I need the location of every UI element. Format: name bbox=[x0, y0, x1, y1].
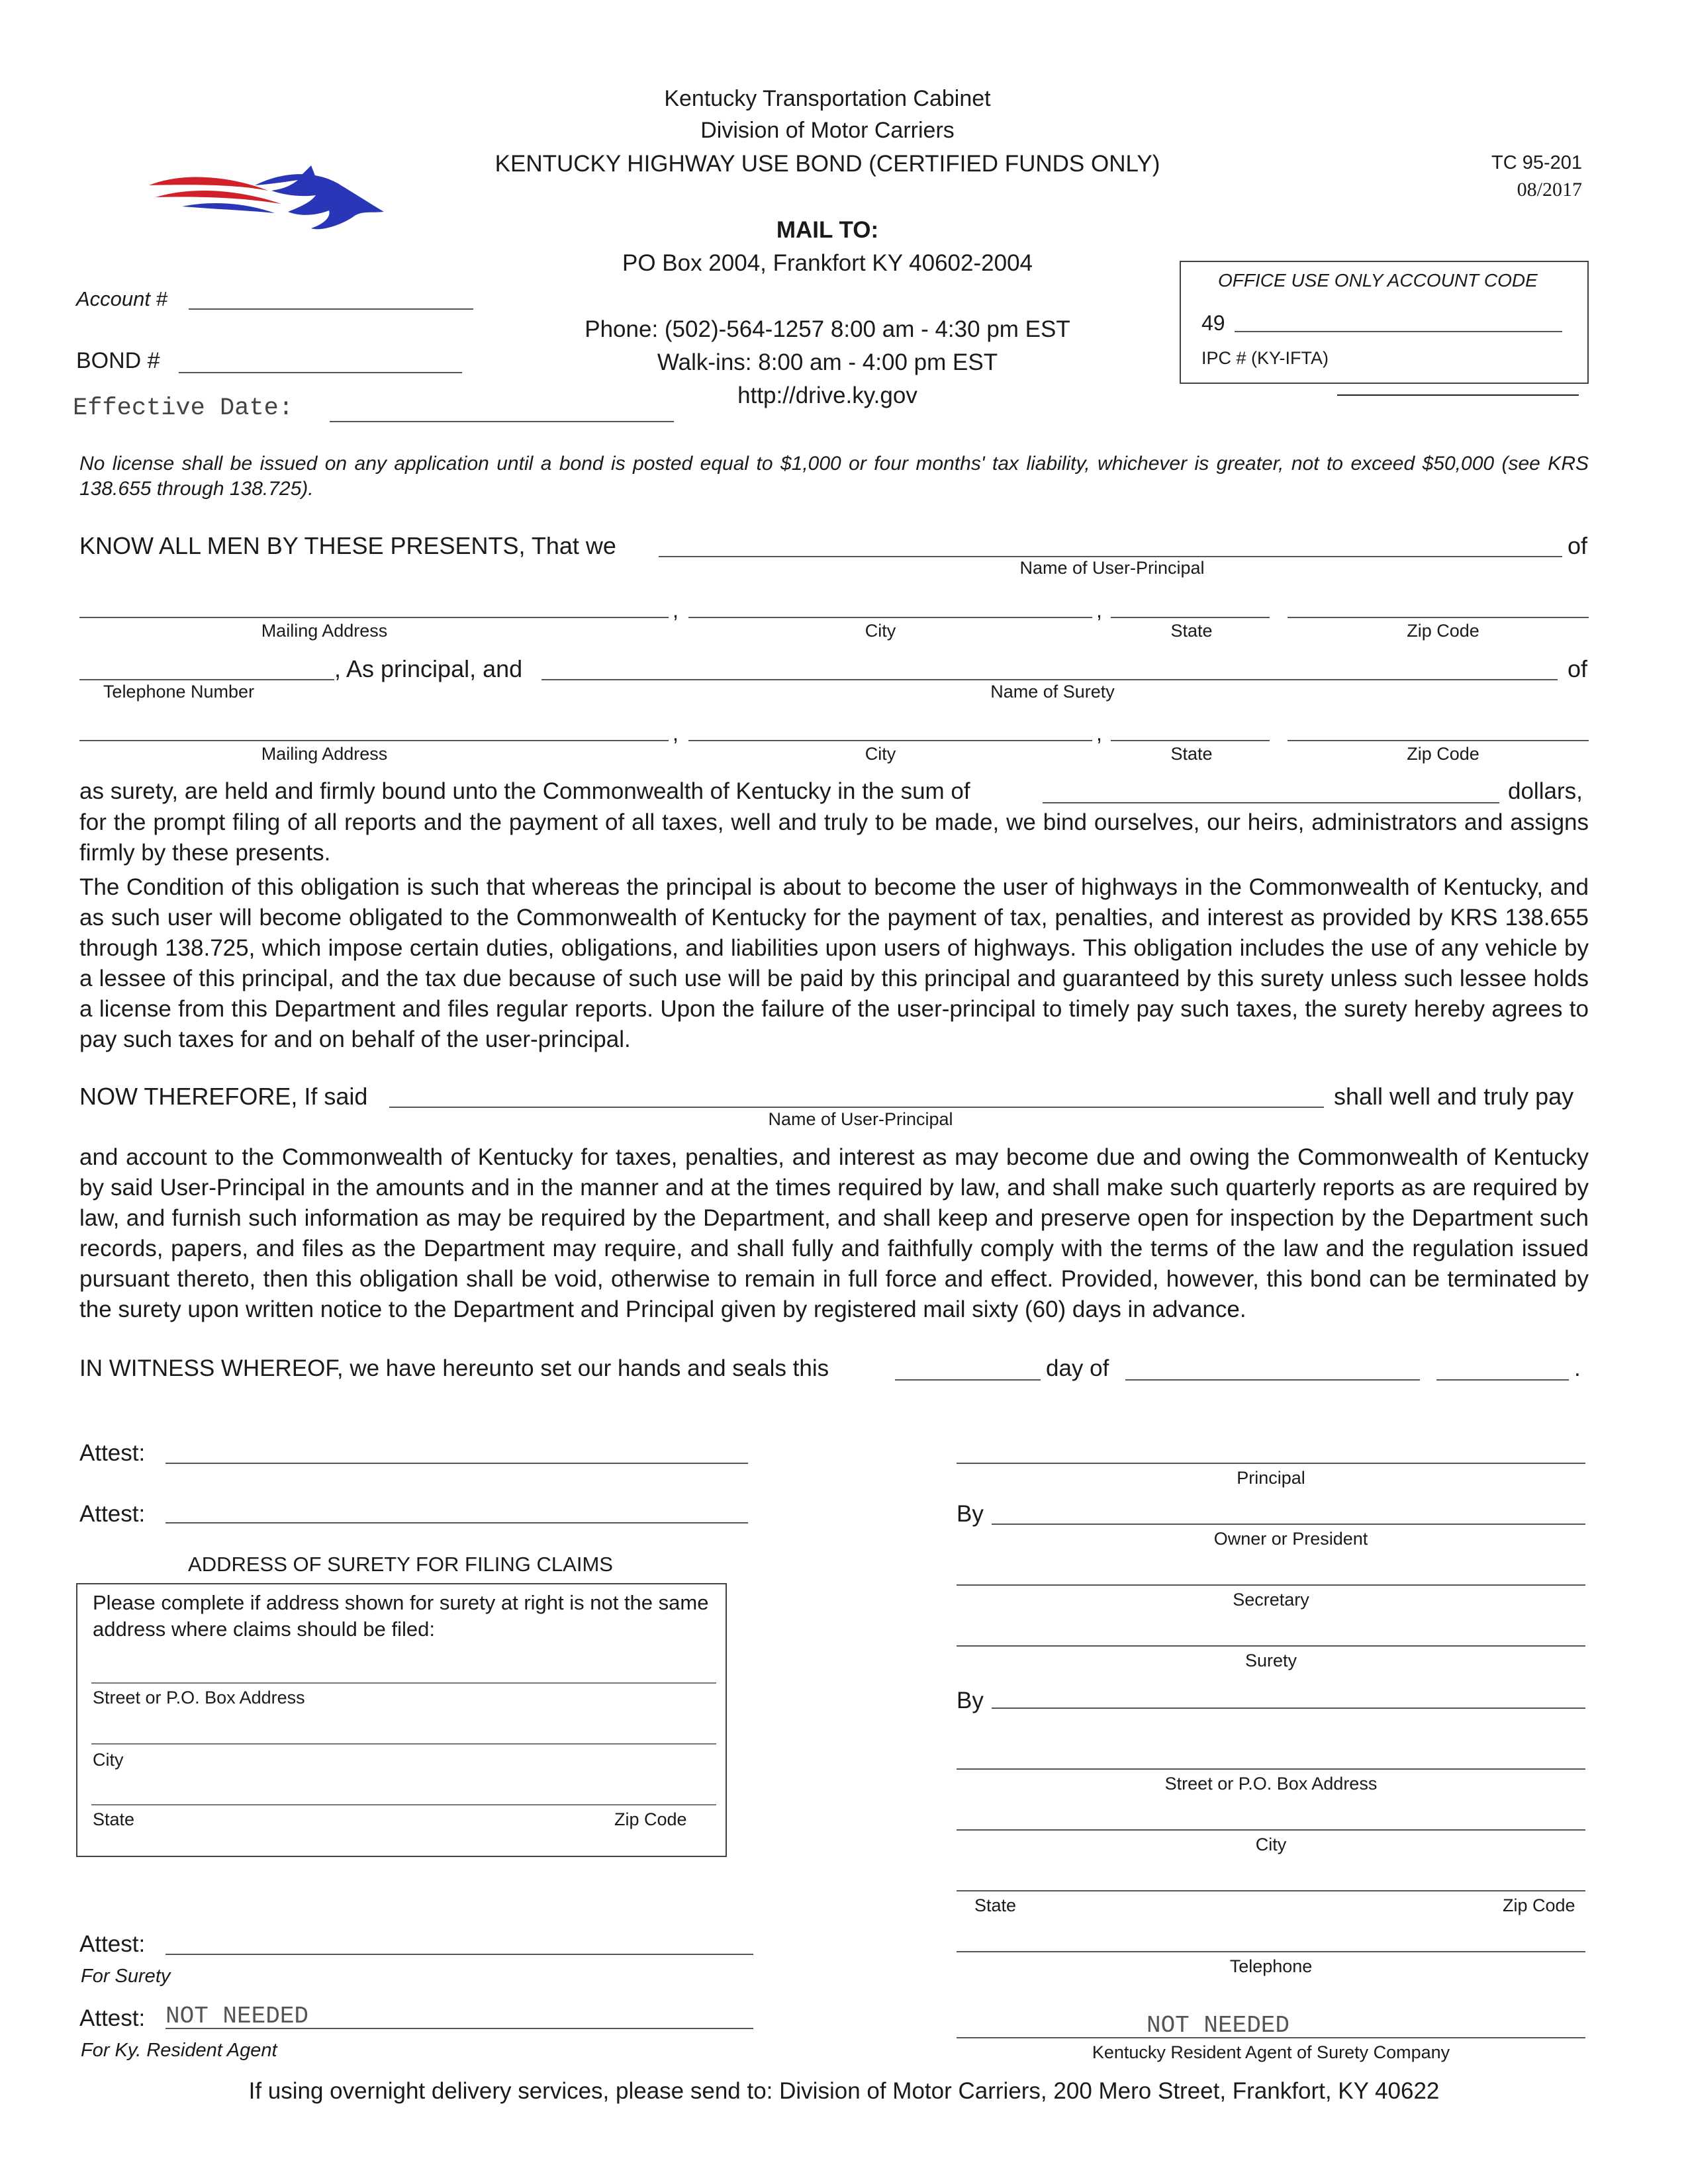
division-name: Division of Motor Carriers bbox=[700, 118, 955, 143]
account-code-input[interactable] bbox=[1235, 331, 1562, 332]
claims-street-caption: Street or P.O. Box Address bbox=[93, 1688, 305, 1707]
mail-address: PO Box 2004, Frankfort KY 40602-2004 bbox=[622, 250, 1033, 276]
bond-amount-input[interactable] bbox=[1043, 802, 1499, 803]
surety-zip-caption: Zip Code bbox=[1503, 1895, 1575, 1915]
surety-city-field[interactable] bbox=[957, 1829, 1585, 1831]
city-caption-2: City bbox=[865, 744, 896, 764]
principal-telephone-input[interactable] bbox=[79, 679, 334, 680]
attest-signature-1[interactable] bbox=[165, 1463, 748, 1464]
form-title: KENTUCKY HIGHWAY USE BOND (CERTIFIED FUNDS ONLY) bbox=[494, 151, 1160, 177]
attest-signature-2[interactable] bbox=[165, 1522, 748, 1524]
city-caption-1: City bbox=[865, 621, 896, 641]
claims-state-zip-input[interactable] bbox=[91, 1804, 716, 1805]
surety-street-caption: Street or P.O. Box Address bbox=[1164, 1774, 1378, 1794]
attest-surety-label: Attest: bbox=[79, 1931, 146, 1957]
as-principal-label: , As principal, and bbox=[334, 655, 523, 682]
surety-mailing-address-input[interactable] bbox=[79, 740, 669, 741]
now-therefore-principal-input[interactable] bbox=[389, 1107, 1324, 1108]
claims-instructions: Please complete if address shown for surety at right is not the same address where claims should be filed: bbox=[93, 1591, 709, 1641]
surety-by-signature[interactable] bbox=[992, 1707, 1585, 1709]
comma-3: , bbox=[673, 721, 679, 745]
bond-input[interactable] bbox=[179, 372, 462, 373]
witness-year-input[interactable] bbox=[1436, 1379, 1569, 1381]
user-principal-name-input[interactable] bbox=[659, 556, 1562, 557]
principal-caption: Principal bbox=[1237, 1468, 1305, 1488]
principal-state-input[interactable] bbox=[1111, 617, 1270, 618]
secretary-caption: Secretary bbox=[1233, 1590, 1309, 1610]
overnight-delivery-note: If using overnight delivery services, please send to: Division of Motor Carriers, 200 Mero Street, Frankfort, KY 40622 bbox=[248, 2078, 1440, 2104]
secretary-signature[interactable] bbox=[957, 1584, 1585, 1586]
dollars-label: dollars, bbox=[1508, 778, 1583, 804]
state-caption-2: State bbox=[1170, 744, 1213, 764]
witness-text: IN WITNESS WHEREOF, we have hereunto set our hands and seals this bbox=[79, 1355, 829, 1381]
attest-label-1: Attest: bbox=[79, 1440, 146, 1466]
form-date: 08/2017 bbox=[1517, 179, 1582, 201]
witness-day-input[interactable] bbox=[895, 1379, 1041, 1381]
surety-state-caption: State bbox=[974, 1895, 1017, 1915]
account-input[interactable] bbox=[189, 308, 473, 310]
name-surety-caption: Name of Surety bbox=[990, 682, 1115, 702]
surety-street-input[interactable] bbox=[957, 1768, 1585, 1770]
resident-agent-value: NOT NEEDED bbox=[1146, 2012, 1290, 2039]
surety-caption: Surety bbox=[1244, 1651, 1297, 1670]
resident-agent-caption: Kentucky Resident Agent of Surety Company bbox=[1092, 2042, 1450, 2062]
claims-state-caption: State bbox=[93, 1809, 135, 1829]
mailing-address-caption-1: Mailing Address bbox=[261, 621, 388, 641]
claims-city-input[interactable] bbox=[91, 1743, 716, 1745]
know-all-lead: KNOW ALL MEN BY THESE PRESENTS, That we bbox=[79, 532, 616, 559]
website-link[interactable]: http://drive.ky.gov bbox=[737, 383, 917, 408]
resident-agent-signature[interactable] bbox=[957, 2037, 1585, 2038]
agency-name: Kentucky Transportation Cabinet bbox=[664, 86, 991, 111]
account-paragraph: and account to the Commonwealth of Kentucky for taxes, penalties, and interest as may become due and owing the Commonwealth of Kentucky by said User-Principal in the amounts and in the manner and at the times required by law, and shall make such quarterly reports as are required by law, and furnish such information as may be required by the Department, and shall keep and preserve open for inspection by the Department such records, papers, and files as the Department may require, and shall fully and faithfully comply with the terms of the law and the regulation issued pursuant thereto, then this obligation shall be void, otherwise to remain in full force and effect. Provided, however, this bond can be terminated by the surety upon written notice to the Department and Principal given by registered mail sixty (60) days in advance. bbox=[79, 1144, 1589, 1322]
surety-telephone-input[interactable] bbox=[957, 1951, 1585, 1952]
surety-city-caption: City bbox=[1255, 1835, 1287, 1854]
zip-caption-2: Zip Code bbox=[1407, 744, 1479, 764]
surety-state-zip-field[interactable] bbox=[957, 1890, 1585, 1891]
comma-1: , bbox=[673, 598, 679, 622]
mail-to-label: MAIL TO: bbox=[776, 217, 879, 243]
principal-zip-input[interactable] bbox=[1288, 617, 1589, 618]
attest-agent-label: Attest: bbox=[79, 2005, 146, 2031]
license-notice: No license shall be issued on any application until a bond is posted equal to $1,000 or four months' tax liability, whichever is greater, not to exceed $50,000 (see KRS 138.655 through 138.725). bbox=[79, 453, 1589, 500]
effective-date-label: Effective Date: bbox=[73, 394, 294, 422]
ipc-label: IPC # (KY-IFTA) bbox=[1201, 348, 1329, 368]
comma-2: , bbox=[1096, 598, 1102, 622]
state-caption-1: State bbox=[1170, 621, 1213, 641]
form-number: TC 95-201 bbox=[1491, 152, 1582, 173]
account-label: Account # bbox=[76, 287, 167, 310]
owner-president-signature[interactable] bbox=[992, 1524, 1585, 1525]
attest-agent-signature[interactable] bbox=[165, 2028, 753, 2029]
kytc-logo-icon bbox=[142, 165, 394, 238]
witness-period: . bbox=[1574, 1355, 1581, 1381]
ipc-input[interactable] bbox=[1337, 394, 1579, 396]
day-of-label: day of bbox=[1046, 1355, 1109, 1381]
effective-date-input[interactable] bbox=[330, 421, 674, 422]
principal-city-input[interactable] bbox=[688, 617, 1092, 618]
claims-zip-caption: Zip Code bbox=[614, 1809, 687, 1829]
surety-signature[interactable] bbox=[957, 1645, 1585, 1647]
principal-signature[interactable] bbox=[957, 1463, 1585, 1464]
name-user-principal-caption: Name of User-Principal bbox=[1019, 558, 1205, 578]
shall-pay-label: shall well and truly pay bbox=[1334, 1083, 1574, 1110]
surety-name-input[interactable] bbox=[541, 679, 1558, 680]
surety-city-input[interactable] bbox=[688, 740, 1092, 741]
office-use-title: OFFICE USE ONLY ACCOUNT CODE bbox=[1218, 270, 1538, 291]
surety-telephone-caption: Telephone bbox=[1229, 1956, 1313, 1976]
zip-caption-1: Zip Code bbox=[1407, 621, 1479, 641]
attest-label-2: Attest: bbox=[79, 1501, 146, 1527]
account-code-prefix: 49 bbox=[1201, 311, 1225, 335]
witness-month-input[interactable] bbox=[1125, 1379, 1420, 1381]
comma-4: , bbox=[1096, 721, 1102, 745]
of-label-2: of bbox=[1568, 655, 1588, 682]
claims-street-input[interactable] bbox=[91, 1682, 716, 1684]
for-surety-caption: For Surety bbox=[81, 1966, 171, 1987]
attest-surety-signature[interactable] bbox=[165, 1954, 753, 1955]
name-user-principal-caption-2: Name of User-Principal bbox=[768, 1109, 953, 1129]
now-therefore-label: NOW THEREFORE, If said bbox=[79, 1083, 368, 1110]
for-agent-caption: For Ky. Resident Agent bbox=[81, 2040, 277, 2061]
by-label-1: By bbox=[957, 1501, 984, 1527]
mailing-address-caption-2: Mailing Address bbox=[261, 744, 388, 764]
attest-agent-value: NOT NEEDED bbox=[165, 2003, 309, 2030]
condition-paragraph: The Condition of this obligation is such that whereas the principal is about to become the user of highways in the Commonwealth of Kentucky, and as such user will become obligated to the Commonwealth of Kentucky for the payment of tax, penalties, and interest as provided by KRS 138.655 through 138.725, which impose certain duties, obligations, and liabilities upon users of highways. This obligation includes the use of any vehicle by a lessee of this principal, and the tax due because of such use will be paid by this principal and guaranteed by this surety unless such lessee holds a license from this Department and files regular reports. Upon the failure of the user-principal to timely pay such taxes, the surety hereby agrees to pay such taxes for and on behalf of the user-principal. bbox=[79, 874, 1589, 1052]
bond-label: BOND # bbox=[76, 348, 160, 373]
claims-city-caption: City bbox=[93, 1750, 124, 1770]
phone-hours: Phone: (502)-564-1257 8:00 am - 4:30 pm EST bbox=[585, 316, 1070, 342]
surety-sum-text: as surety, are held and firmly bound unto the Commonwealth of Kentucky in the sum of bbox=[79, 778, 970, 804]
walkin-hours: Walk-ins: 8:00 am - 4:00 pm EST bbox=[657, 349, 998, 375]
by-label-2: By bbox=[957, 1688, 984, 1713]
owner-president-caption: Owner or President bbox=[1213, 1529, 1368, 1549]
surety-paragraph-rest: for the prompt filing of all reports and the payment of all taxes, well and truly to be made, we bind ourselves, our heirs, administrators and assigns firmly by these presents. bbox=[79, 809, 1589, 866]
surety-zip-input[interactable] bbox=[1288, 740, 1589, 741]
principal-mailing-address-input[interactable] bbox=[79, 617, 669, 618]
of-label-1: of bbox=[1568, 532, 1588, 559]
telephone-caption: Telephone Number bbox=[103, 682, 255, 702]
claims-heading: ADDRESS OF SURETY FOR FILING CLAIMS bbox=[188, 1553, 613, 1576]
surety-state-input[interactable] bbox=[1111, 740, 1270, 741]
